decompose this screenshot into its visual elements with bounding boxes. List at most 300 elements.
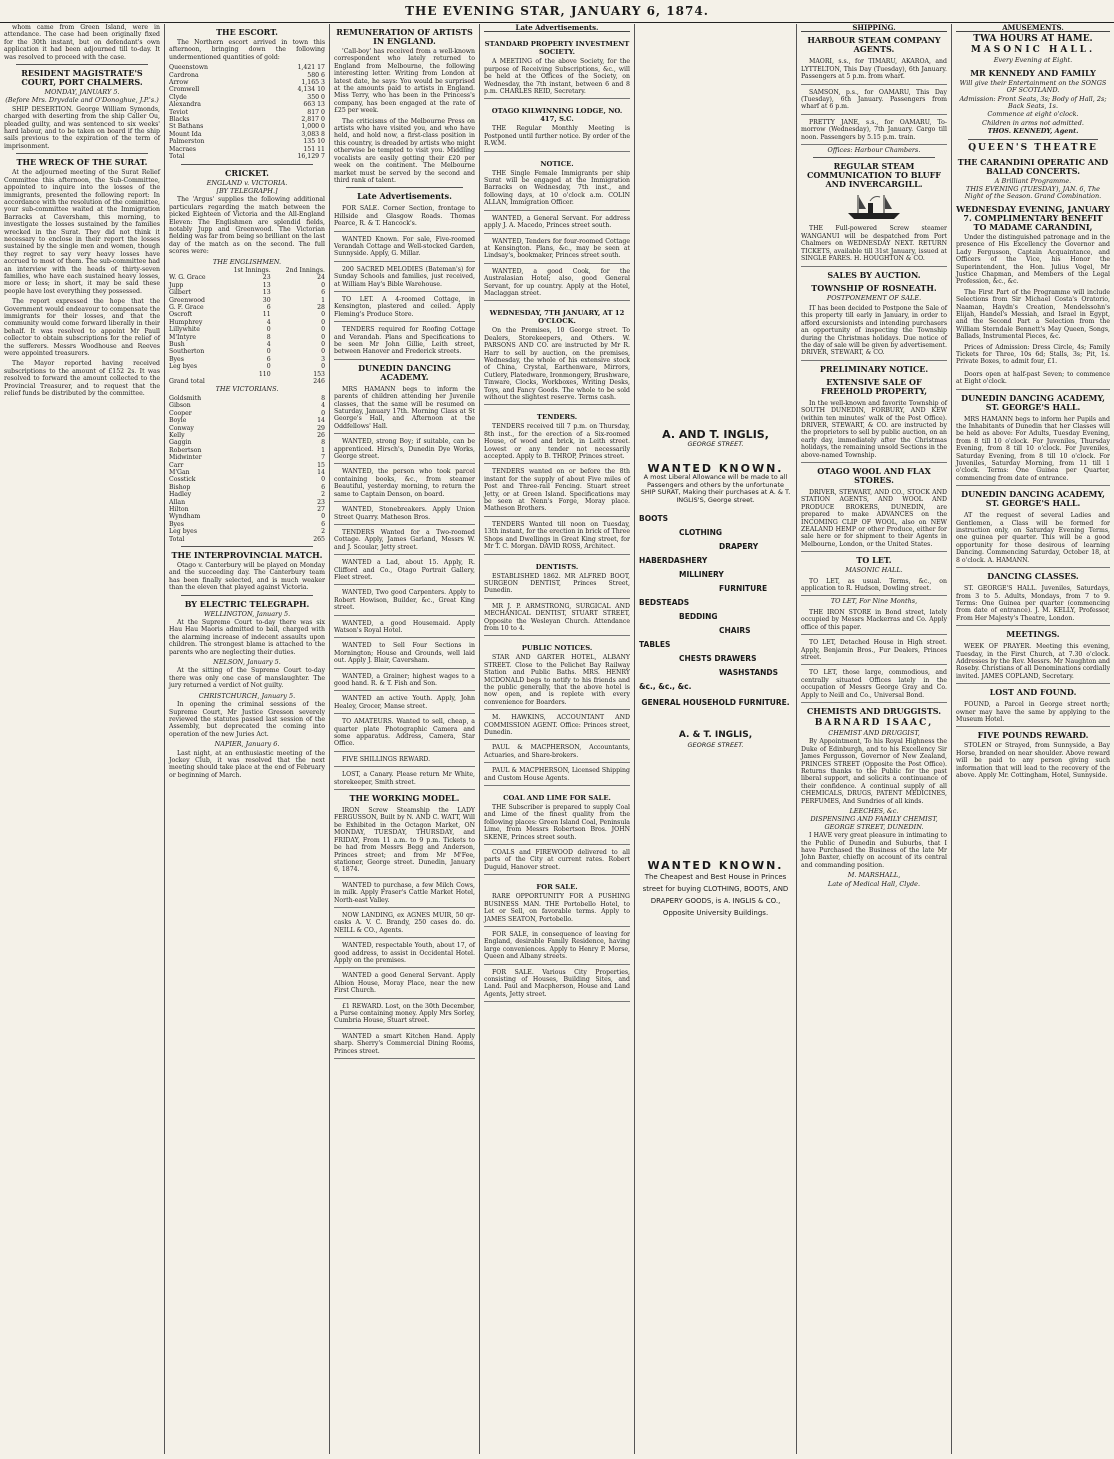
- table-cell: Robertson: [169, 446, 202, 454]
- classified-ad: WANTED Known. For sale, Five-roomed Verandah Cottage and Well-stocked Garden, Sunnyside. Apply, G. Millar.: [334, 234, 475, 262]
- table-cell: Total: [169, 535, 185, 543]
- table-cell: Greenwood: [169, 296, 205, 304]
- table-cell: M'Intyre: [169, 333, 197, 341]
- twa-hours-heading: TWA HOURS AT HAME.: [973, 34, 1093, 45]
- table-cell: 8: [321, 439, 325, 447]
- found-text: FOUND, a Parcel in George street north; owner may have the same by applying to the Museum Hotel.: [956, 699, 1110, 727]
- resident-court-text: SHIP DESERTION. George William Symonds, charged with deserting from the ship Caller Ou, pleaded guilty, and was sentenced to six weeks' hard labour, and to be taken on board if the ship sails previous to the expiration of the term of imprisonment.: [4, 105, 160, 150]
- classified-ad: WANTED a Lad, about 15. Apply, R. Clifford and Co., Otago Portrait Gallery, Fleet street.: [334, 557, 475, 585]
- victorians-row: [169, 417, 325, 424]
- iron-store-text: THE IRON STORE in Bond street, lately occupied by Messrs Mackerras and Co. Apply office of this paper.: [801, 607, 947, 635]
- table-cell: 6: [321, 289, 325, 297]
- classified-ad: WANTED, the person who took parcel containing books, &c., from steamer Beautiful, yesterday morning, to return the same to Captain Denson, on board.: [334, 466, 475, 502]
- ad-list: [334, 880, 475, 1059]
- table-cell: Leg byes: [169, 528, 197, 536]
- table-cell: 580 6: [307, 71, 325, 79]
- escort-table: [169, 64, 325, 160]
- escort-row: [169, 86, 325, 93]
- dancing-academy-heading: DUNEDIN DANCING ACADEMY.: [358, 362, 451, 382]
- classified-ad: [484, 34, 630, 99]
- working-model-heading: THE WORKING MODEL.: [349, 793, 460, 804]
- wool-stores-heading: OTAGO WOOL AND FLAX STORES.: [817, 466, 931, 485]
- commence-text: Commence at eight o'clock.: [987, 110, 1079, 119]
- chemist-name: BARNARD ISAAC,: [814, 717, 934, 728]
- englishmen-row: [169, 363, 325, 370]
- table-cell: 0: [321, 333, 325, 341]
- table-cell: Mount Ida: [169, 130, 202, 138]
- ad-text: STAR AND GARTER HOTEL, ALBANY STREET. Close to the Pelichet Bay Railway Station and Public Baths. MRS. HENRY MCDONALD begs to notify to his friends and the public generally, that the above hotel is now open, and is replete with every convenience for Boarders.: [484, 654, 630, 706]
- table-cell: 2nd Innings.: [285, 266, 325, 274]
- divider: [16, 64, 148, 65]
- rosneath-heading: TOWNSHIP OF ROSNEATH.: [811, 282, 937, 293]
- wanted-known-heading: WANTED KNOWN.: [647, 859, 784, 873]
- ad-heading: DENTISTS.: [535, 562, 579, 571]
- kennedy-heading: MR KENNEDY AND FAMILY: [970, 67, 1096, 78]
- ad-heading: TENDERS.: [536, 413, 578, 422]
- divider: [813, 157, 935, 158]
- interprovincial-heading: THE INTERPROVINCIAL MATCH.: [171, 550, 323, 560]
- classified-ad: [484, 712, 630, 740]
- ad-text: RARE OPPORTUNITY FOR A PUSHING BUSINESS MAN. THE Portobello Hotel, to Let or Sell, on favorable terms. Apply to JAMES SEATON, Portobello.: [484, 893, 630, 923]
- englishmen-row: [169, 348, 325, 355]
- ad-text: On the Premises, 10 George street. To Dealers, Storekeepers, and Others. W. PARSONS AND CO. are instructed by Mr R. Harr to sell by auction, on the premises, Wednesday, the whole of his extensive stock of China, Crystal, Earthenware, Mirrors, Cutlery, Platedware, Ironmongery, Brushware, Tinware, Clocks, Workboxes, Writing Desks, Toys, and Fancy Goods. The whole to be sold without the slightest reserve. Terms cash.: [484, 327, 630, 401]
- classified-ad: [484, 101, 630, 151]
- wool-stores-text: DRIVER, STEWART, AND CO., STOCK AND STATION AGENTS, AND WOOL AND PRODUCE BROKERS, DUNEDIN, are prepared to make ADVANCES on the INCOMING CLIP OF WOOL, also on NEW ZEALAND HEMP or other Produce, either for sale here or for shipment to their Agents in Melbourne, London, or the United States.: [801, 487, 947, 552]
- table-cell: 2,817 0: [301, 116, 325, 124]
- victorians-heading: THE VICTORIANS.: [215, 385, 279, 394]
- dancing-classes-text: ST. GEORGE'S HALL. Juveniles, Saturdays, from 3 to 5. Adults, Mondays, from 7 to 9. Terms: One Guinea per quarter (commencing from date of entrance). J. M. KELLY, Professor, From Her Majesty's Theatre, London.: [956, 583, 1110, 626]
- table-cell: 1: [321, 446, 325, 454]
- table-cell: 350 0: [307, 93, 325, 101]
- remuneration-heading: REMUNERATION OF ARTISTS IN ENGLAND.: [336, 27, 473, 46]
- regular-steam-heading: REGULAR STEAM COMMUNICATION TO BLUFF AND INVERCARGILL.: [807, 161, 941, 190]
- ad-list: [801, 56, 947, 145]
- table-cell: Byes: [169, 520, 184, 528]
- ad-text: THE Single Female Immigrants per ship Surat will be engaged at the Immigration Barracks on Wednesday, 7th inst., and following days, at 10 o'clock a.m. COLIN ALLAN, Immigration Officer.: [484, 169, 630, 207]
- table-cell: 2: [321, 528, 325, 536]
- victorians-row: [169, 513, 325, 520]
- interprovincial-text: Otago v. Canterbury will be played on Monday and the succeeding day. The Canterbury team has been finally selected, and is much weaker than the eleven that played against Victoria.: [169, 562, 325, 592]
- telegraph-heading: BY ELECTRIC TELEGRAPH.: [184, 598, 310, 609]
- classified-ad: [484, 877, 630, 927]
- ad-text: PAUL & MACPHERSON, Accountants, Actuaries, and Share-brokers.: [484, 744, 630, 759]
- table-cell: Goldsmith: [169, 394, 202, 402]
- carandini-heading: THE CARANDINI OPERATIC AND BALLAD CONCERTS.: [957, 156, 1109, 176]
- escort-heading: THE ESCORT.: [216, 27, 278, 37]
- table-cell: 1,000 0: [301, 123, 325, 131]
- table-cell: Gilbert: [169, 289, 191, 297]
- ad-heading: WEDNESDAY, 7TH JANUARY, AT 12 O'CLOCK.: [489, 309, 625, 326]
- table-cell: Bush: [169, 341, 185, 349]
- wanted-ad-list: [334, 436, 475, 790]
- table-cell: M'Gan: [169, 468, 190, 476]
- table-cell: Wyndham: [169, 513, 201, 521]
- table-cell: 1: [321, 296, 325, 304]
- escort-row: [169, 109, 325, 116]
- classified-ad: TENDERS Wanted for a Two-roomed Cottage. Apply, James Garland, Messrs W. and J. Scoular, Jetty street.: [334, 527, 475, 555]
- classified-ad: [484, 519, 630, 555]
- telegraph-text: At the sitting of the Supreme Court to-day there was only one case of manslaughter. The jury returned a verdict of Not guilty.: [169, 667, 325, 690]
- resident-court-bench: (Before Mrs. Dryvdale and O'Donoghue, J.P.'s.): [5, 96, 159, 105]
- classified-ad: [484, 213, 630, 234]
- ad-text: ESTABLISHED 1862. MR ALFRED BOOT, SURGEON DENTIST, Princes Street, Dunedin.: [484, 572, 630, 595]
- englishmen-total-row: [169, 371, 325, 378]
- inglis-name: A. & T. INGLIS,: [678, 730, 753, 741]
- englishmen-scores-table: [169, 267, 325, 386]
- extensive-sale-text: In the well-known and favorite Township of SOUTH DUNEDIN, FORBURY, AND KEW (within ten minutes' walk of the Post Office). DRIVER, STEWART, & CO. are instructed by the proprietors to sell by public auction, on an early day, immediately after the Christmas holidays, the remaining unsold Sections in the above-named Township.: [801, 398, 947, 463]
- escort-row: [169, 116, 325, 123]
- table-cell: Total: [169, 153, 185, 161]
- table-cell: 0: [266, 348, 271, 356]
- classified-ad: [484, 847, 630, 875]
- admission-text: Admission: Front Seats, 3s; Body of Hall, 2s; Back Seats, 1s.: [959, 94, 1107, 111]
- benefit-text: Under the distinguished patronage and in the presence of His Excellency the Governor and Lady Fergusson, Captain Acquaintance, and Officers of the Vice, his Honor the Superintendent, the Hon. Julius Vogel, Mr Justice Chapman, and Members of the Legal Profession, &c., &c.: [956, 233, 1110, 286]
- to-let-heading: TO LET.: [856, 555, 892, 566]
- classified-ad: NOW LANDING, ex AGNES MUIR, 50 qr-casks A. V. C. Brandy, 250 cases do. do. NEILL & CO., Agents.: [334, 910, 475, 938]
- ad-list: [484, 34, 630, 1002]
- table-cell: 7: [321, 454, 325, 462]
- ad-text: M. HAWKINS, ACCOUNTANT AND COMMISSION AGENT. Office: Princes street, Dunedin.: [484, 714, 630, 736]
- classified-ad: WANTED, a good Housemaid. Apply Watson's Royal Hotel.: [334, 618, 475, 639]
- telegraph-dateline: NELSON, January 5.: [213, 658, 281, 667]
- table-cell: 13: [262, 289, 271, 297]
- sales-heading: SALES BY AUCTION.: [827, 269, 921, 280]
- victorians-row: [169, 395, 325, 402]
- dancing-academy-text: MRS HAMANN begs to inform her Pupils and the Inhabitants of Dunedin that her Classes will be held as above: For Adults, Tuesday Evening, from 8 till 10 o'clock. For Juveniles, Thursday Evening, from 8 till 10 o'clock. For Juveniles, Saturday Evening, from 8 till 10 o'clock. For Juveniles, Saturday Morning, from 11 till 1 o'clock. Terms: One Guinea per Quarter, commencing from date of entrance.: [956, 414, 1110, 487]
- reward-heading: FIVE POUNDS REWARD.: [977, 730, 1089, 741]
- table-cell: 4: [266, 341, 271, 349]
- victorians-row: [169, 454, 325, 461]
- table-cell: 26: [317, 431, 325, 439]
- table-cell: [220, 378, 271, 385]
- column-heading: Late Advertisements.: [484, 24, 630, 32]
- column-7: [952, 24, 1114, 1454]
- dancing-academy-heading: DUNEDIN DANCING ACADEMY, ST. GEORGE'S HALL.: [961, 392, 1105, 412]
- ad-text: WANTED, a General Servant. For address apply J. A. Macedo, Princes street south.: [484, 214, 630, 230]
- prices-text: Prices of Admission: Dress Circle, 4s; Family Tickets for Three, 10s 6d; Stalls, 3s; Pit, 1s. Private Boxes, to admit four, £1.: [956, 343, 1110, 366]
- divider: [181, 595, 313, 596]
- table-cell: Boyle: [169, 417, 187, 425]
- dancing-academy-heading: DUNEDIN DANCING ACADEMY, ST. GEORGE'S HALL.: [961, 489, 1105, 509]
- escort-row: [169, 94, 325, 101]
- classified-ad: [484, 154, 630, 211]
- inglis-address: GEORGE STREET.: [687, 440, 744, 448]
- classified-ad: WANTED a good General Servant. Apply Albion House, Moray Place, near the new First Church.: [334, 970, 475, 998]
- englishmen-header-row: [169, 267, 325, 274]
- victorians-row: [169, 425, 325, 432]
- table-cell: 151 11: [303, 145, 325, 153]
- table-cell: 1,421 17: [297, 64, 325, 72]
- table-cell: W. G. Grace: [169, 274, 206, 282]
- table-cell: Clyde: [169, 93, 187, 101]
- escort-row: [169, 123, 325, 130]
- table-cell: Grand total: [169, 378, 205, 386]
- table-cell: 8: [321, 394, 325, 402]
- ad-text: PAUL & MACPHERSON, Licensed Shipping and Custom House Agents.: [484, 767, 630, 782]
- rosneath-text: IT has been decided to Postpone the Sale of this property till early in January, in order to afford excursionists and intending purchasers an opportunity of inspecting the Township during the Christmas holidays. Due notice of the day of sale will be given by advertisement. DRIVER, STEWART, & CO.: [801, 303, 947, 361]
- escort-row: [169, 146, 325, 153]
- wreck-surat-text-2: The report expressed the hope that the Government would endeavour to compensate the immigrants for their losses, and that the community would come forward liberally in their behalf. It was resolved to appoint Mr Paull collector to obtain subscriptions for the relief of the sufferers. Messrs Woodhouse and Reeves were appointed treasurers.: [4, 298, 160, 358]
- divider: [16, 153, 148, 154]
- rosneath-subheading: POSTPONEMENT OF SALE.: [826, 293, 922, 302]
- ad-text: TENDERS received till 7 p.m. on Thursday, 8th inst., for the erection of a Six-roomed House, of wood and brick, in Leith street. Lowest or any tender not necessarily accepted. Apply to B. THROP, Princes street.: [484, 423, 630, 461]
- classified-ad: TO AMATEURS. Wanted to sell, cheap, a quarter plate Photographic Camera and some apparatus. Address, Camera, Star Office.: [334, 716, 475, 752]
- englishmen-row: [169, 297, 325, 304]
- englishmen-row: [169, 282, 325, 289]
- marshall-text: I HAVE very great pleasure in intimating to the Public of Dunedin and Suburbs, that I have Purchased the Business of the late Mr John Baxter, chiefly on account of its central and commanding position.: [801, 832, 947, 869]
- table-cell: Jupp: [169, 281, 184, 289]
- ad-heading: NOTICE.: [540, 159, 574, 168]
- table-cell: 110: [258, 370, 271, 378]
- ad-text: FOR SALE, in consequence of leaving for England, desirable Family Residence, having large conveniences. Apply to Henry P. Morse, Queen and Albany streets.: [484, 930, 630, 961]
- table-cell: Bishop: [169, 483, 191, 491]
- table-cell: Teviot: [169, 108, 188, 116]
- chemist-text: By Appointment, To his Royal Highness the Duke of Edinburgh, and to his Excellency Sir James Fergusson, Governor of New Zealand, PRINCES STREET (Opposite the Post Office). Returns thanks to the Public for the past liberal support, and solicits a continuance of their confidence. A continual supply of all CHEMICALS, DRUGS, PATENT MEDICINES, PERFUMES, And Sundries of all kinds.: [801, 738, 947, 805]
- englishmen-row: [169, 311, 325, 318]
- dancing-classes-heading: DANCING CLASSES.: [987, 571, 1079, 582]
- classified-ad: LOST, a Canary. Please return Mr White, storekeeper, Smith street.: [334, 769, 475, 790]
- column-1: [0, 24, 165, 1454]
- victorians-row: [169, 469, 325, 476]
- table-cell: 8: [266, 333, 271, 341]
- classified-ad: WANTED an active Youth. Apply, John Healey, Grocer, Manse street.: [334, 693, 475, 714]
- goods-item: BEDDING: [679, 612, 718, 622]
- goods-item: BOOTS: [639, 514, 668, 524]
- ad-text: THE Regular Monthly Meeting is Postponed until further notice. By order of the R.W.M.: [484, 125, 630, 148]
- table-cell: Midwinter: [169, 454, 202, 462]
- telegraph-dateline: NAPIER, January 6.: [214, 740, 280, 749]
- table-cell: Leg byes: [169, 363, 197, 371]
- preliminary-heading: PRELIMINARY NOTICE.: [819, 363, 929, 374]
- wanted-known-heading: WANTED KNOWN.: [647, 462, 784, 476]
- late-ads-heading: Late Advertisements.: [357, 191, 452, 202]
- shipping-ad: SAMSON, p.s., for OAMARU, This Day (Tuesday), 6th January. Passengers from wharf at 6 p.m.: [801, 87, 947, 115]
- goods-item: TABLES: [639, 640, 671, 650]
- children-text: Children in arms not admitted.: [982, 118, 1084, 127]
- table-cell: Carr: [169, 461, 184, 469]
- court-intro: whom came from Green Island, were in attendance. The case had been originally fixed for the 30th instant, but on defendant's own application it had been adjourned till to-day. It was resolved to proceed with the case.: [4, 24, 160, 61]
- every-evening: Every Evening at Eight.: [993, 56, 1073, 65]
- escort-row: [169, 101, 325, 108]
- wanganui-text: THE Full-powered Screw steamer WANGANUI will be despatched from Port Chalmers on WEDNESDAY NEXT. RETURN TICKETS, available till 31st January, issued at SINGLE FARES. H. HOUGHTON & CO.: [801, 223, 947, 266]
- table-cell: Southerton: [169, 348, 205, 356]
- table-cell: 6: [266, 304, 271, 311]
- masonic-hall-heading: MASONIC HALL.: [845, 566, 903, 575]
- table-cell: Kelly: [169, 431, 185, 439]
- table-cell: 23: [317, 498, 325, 506]
- victorians-row: [169, 484, 325, 491]
- blank-space: [639, 24, 792, 429]
- table-cell: 6: [321, 483, 325, 491]
- table-cell: Macraes: [169, 145, 196, 153]
- ad-list: [334, 203, 475, 360]
- telegraph-dateline: WELLINGTON, January 5.: [203, 609, 291, 618]
- telegraph-text: In opening the criminal sessions of the Supreme Court, Mr Justice Gresson severely reviewed the statutes passed last session of the Assembly, but deprecated the coming into operation of the new Juries Act.: [169, 701, 325, 738]
- table-cell: 0: [321, 348, 325, 356]
- table-cell: 23: [262, 274, 271, 282]
- ad-text: WANTED, Tenders for four-roomed Cottage at Kensington. Plans, &c., may be seen at Lindsay's, bookmaker, Princes street south.: [484, 237, 630, 260]
- telegraph-dateline: CHRISTCHURCH, January 5.: [198, 691, 296, 700]
- masonic-hall-heading: MASONIC HALL.: [970, 45, 1096, 56]
- wreck-surat-text: At the adjourned meeting of the Surat Relief Committee this afternoon, the Sub-Committee, appointed to inquire into the losses of the immigrants, presented the following report: In accordance with the resolution of the committee, your sub-committee waited at the Immigration Barracks at Caversham, this morning, to investigate the losses sustained by the families wrecked in the Surat. They did not think it necessary to enclose in their report the losses sustained by the single men and women, though they regret to say very heavy losses have accrued to most of them. The sub-committee had an interview with the heads of thirty-seven families, who have each sustained heavy losses, more or less; in short, it may be said these people have lost everything they possessed.: [4, 169, 160, 295]
- classified-ad: [484, 266, 630, 302]
- kennedy-text: Will give their Entertainment on the SONGS OF SCOTLAND.: [959, 78, 1107, 95]
- column-4: [480, 24, 635, 1454]
- cricket-subheading: ENGLAND v. VICTORIA.: [206, 178, 288, 187]
- harbour-steam-heading: HARBOUR STEAM COMPANY AGENTS.: [807, 35, 941, 55]
- table-cell: Cromwell: [169, 86, 200, 94]
- victorians-row: [169, 521, 325, 528]
- ad-text: TENDERS Wanted till noon on Tuesday, 13th instant, for the erection in brick of Three Shops and Dwellings in Great King street, for Mr T. C. Morgan. DAVID ROSS, Architect.: [484, 520, 630, 551]
- englishmen-grand-total-row: [169, 378, 325, 385]
- cricket-text: The 'Argus' supplies the following additional particulars regarding the match between the picked Eighteen of Victoria and the All-England Eleven: The Englishmen are splendid fields, notably Jupp and Greenwood. The Victorian fielding was far from being so brilliant on the last day of the match as on the second. The full scores were:: [169, 196, 325, 256]
- table-cell: 663 13: [303, 101, 325, 109]
- escort-row: [169, 138, 325, 145]
- divider: [968, 139, 1098, 140]
- table-cell: Humphrey: [169, 318, 203, 326]
- table-cell: 0: [266, 326, 271, 334]
- table-cell: Hadley: [169, 491, 192, 499]
- agent-text: THOS. KENNEDY, Agent.: [987, 127, 1079, 136]
- ad-text: MR J. P. ARMSTRONG, SURGICAL AND MECHANICAL DENTIST, STUART STREET, Opposite the Wesleyan Church. Attendance from 10 to 4.: [484, 602, 630, 632]
- ad-text: COALS and FIREWOOD delivered to all parts of the City at current rates. Robert Duguid, Hanover street.: [484, 849, 630, 871]
- remuneration-text-2: The criticisms of the Melbourne Press on artists who have visited you, and who have held, and hold now, a first-class position in this country, is dreaded by artists who might otherwise be tempted to visit you. Middling vocalists are easily getting their £20 per week on the continent. The Melbourne market must be served by the second and third rank of talent.: [334, 117, 475, 184]
- marshall-name: M. MARSHALL,: [847, 871, 901, 880]
- table-cell: 14: [317, 468, 325, 476]
- marshall-subtitle: Late of Medical Hall, Clyde.: [827, 879, 921, 888]
- classified-ad: WANTED to purchase, a few Milch Cows, in milk. Apply Fraser's Cattle Market Hotel, North-east Valley.: [334, 880, 475, 908]
- goods-item: MILLINERY: [679, 570, 724, 580]
- classified-ad: WANTED, strong Boy; if suitable, can be apprenticed. Hirsch's, Dunedin Dye Works, George street.: [334, 436, 475, 464]
- table-cell: 4: [321, 402, 325, 410]
- table-cell: 14: [317, 417, 325, 425]
- divider: [346, 187, 463, 188]
- table-cell: 0: [321, 409, 325, 417]
- inglis-address: GEORGE STREET.: [687, 741, 744, 750]
- englishmen-row: [169, 274, 325, 281]
- classified-ad: WANTED, Stonebreakers. Apply Union Street Quarry. Matheson Bros.: [334, 504, 475, 525]
- englishmen-row: [169, 356, 325, 363]
- table-cell: Arrow: [169, 79, 189, 87]
- victorians-row: [169, 462, 325, 469]
- to-let-text: TO LET, those large, commodious, and centrally situated Offices lately in the occupation of Messrs George Gray and Co. Apply to Neill and Co., Universal Bond.: [801, 667, 947, 703]
- table-cell: Cooper: [169, 409, 192, 417]
- table-cell: 2: [321, 491, 325, 499]
- masthead: THE EVENING STAR, JANUARY 6, 1874.: [0, 0, 1114, 23]
- goods-item: HABERDASHERY: [639, 556, 708, 566]
- table-cell: 4: [266, 318, 271, 326]
- wreck-surat-text-3: The Mayor reported having received subscriptions to the amount of £152 2s. It was resolved to forward the amount collected to the Provincial Treasurer, and to request that the relief funds be distributed by the committee.: [4, 360, 160, 398]
- table-cell: 135 10: [303, 138, 325, 146]
- ad-heading: PUBLIC NOTICES.: [521, 644, 593, 653]
- victorians-row: [169, 439, 325, 446]
- classified-ad: [484, 557, 630, 599]
- tonight-line: THIS EVENING (TUESDAY), JAN. 6, The Night of the Season. Grand Combination.: [964, 185, 1102, 201]
- telegraph-text: At the Supreme Court to-day there was six Hau Hau Maoris admitted to bail, charged with the alarming increase of indecent assaults upon children. The strongest blame is attached to the parents who are neglecting their duties.: [169, 619, 325, 656]
- household-furniture: GENERAL HOUSEHOLD FURNITURE.: [641, 698, 790, 708]
- victorians-row: [169, 476, 325, 483]
- classified-ad: WANTED a smart Kitchen Hand. Apply sharp. Sherry's Commercial Dining Rooms, Princes street.: [334, 1031, 475, 1059]
- remuneration-text: 'Call-boy' has received from a well-known correspondent who lately returned to England from Melbourne, the following interesting letter. Writing from London at latest date, he says: You would be surprised at the amounts paid to artists in England. Miss Terry, who has been in the Princess's company, has been engaged at the rate of £25 per week.: [334, 48, 475, 115]
- table-cell: 153: [313, 370, 325, 378]
- goods-item: WASHSTANDS: [719, 668, 779, 678]
- to-let-subheading: TO LET, For Nine Months,: [830, 597, 918, 606]
- table-cell: 1st Innings.: [233, 266, 271, 274]
- dancing-academy-text: AT the request of several Ladies and Gentlemen, a Class will be formed for instruction only, on Saturday Evening Terms, one guinea per quarter. This will be a good opportunity for those desirous of learning Dancing. Commencing Saturday, October 18, at 8 o'clock. A. HAMANN.: [956, 510, 1110, 568]
- victorians-row: [169, 410, 325, 417]
- englishmen-row: [169, 304, 325, 311]
- table-cell: 15: [317, 461, 325, 469]
- week-of-prayer-text: WEEK OF PRAYER. Meeting this evening, Tuesday, in the First Church, at 7.30 o'clock. Addresses by the Rev. Messrs. Mr Naughton and Roseby. Christians of all Denominations cordially invited. JAMES COPLAND, Secretary.: [956, 641, 1110, 684]
- doors-text: Doors open at half-past Seven; to commence at Eight o'clock.: [956, 369, 1110, 390]
- ad-text: A MEETING of the above Society, for the purpose of Receiving Subscriptions, &c., will be held at the Offices of the Society, on Wednesday, the 7th instant, between 6 and 8 p.m. CHARLES REID, Secretary.: [484, 58, 630, 96]
- goods-item: CHAIRS: [719, 626, 751, 636]
- victorians-row: [169, 402, 325, 409]
- divider: [181, 546, 313, 547]
- ad-heading: FOR SALE.: [536, 883, 578, 892]
- table-cell: 16,129 7: [297, 153, 325, 161]
- escort-row: [169, 131, 325, 138]
- steamship-icon: [844, 191, 904, 221]
- queens-theatre-heading: QUEEN'S THEATRE: [968, 142, 1098, 153]
- table-cell: 27: [317, 505, 325, 513]
- ad-heading: STANDARD PROPERTY INVESTMENT SOCIETY.: [484, 40, 630, 57]
- dancing-academy-text: MRS HAMANN begs to inform the parents of children attending her Juvenile classes, that the same will be resumed on Saturday, January 17th. Morning Class at St George's Hall, and Afternoon at the Oddfellows' Hall.: [334, 384, 475, 434]
- victorians-total-row: [169, 536, 325, 543]
- classified-ad: TO LET. A 4-roomed Cottage, in Kensington, plastered and ceiled. Apply Fleming's Produce Store.: [334, 294, 475, 322]
- classified-ad: WANTED, Two good Carpenters. Apply to Robert Howison, Builder, &c., Great King street.: [334, 587, 475, 615]
- benefit-heading: WEDNESDAY EVENING, JANUARY 7. COMPLIMENTARY BENEFIT TO MADAME CARANDINI,: [956, 203, 1110, 232]
- classified-ad: [484, 303, 630, 405]
- table-cell: 11: [262, 311, 271, 319]
- englishmen-row: [169, 289, 325, 296]
- classified-ad: [484, 466, 630, 516]
- divider: [181, 164, 313, 165]
- victorians-row: [169, 432, 325, 439]
- column-6: [797, 24, 952, 1454]
- classified-ad: [484, 967, 630, 1003]
- lost-found-heading: LOST AND FOUND.: [989, 687, 1077, 698]
- table-cell: 13: [262, 281, 271, 289]
- classified-ad: [484, 407, 630, 464]
- table-cell: 0: [321, 326, 325, 334]
- table-cell: Lillywhite: [169, 326, 200, 334]
- table-cell: Queenstown: [169, 64, 209, 72]
- cricket-source: [BY TELEGRAPH.]: [216, 186, 278, 195]
- classified-ad: [484, 765, 630, 786]
- classified-ad: 200 SACRED MELODIES (Bateman's) for Sunday Schools and families, just received, at William Hay's Bible Warehouse.: [334, 264, 475, 292]
- victorians-row: [169, 506, 325, 513]
- table-cell: 0: [321, 311, 325, 319]
- shipping-ad: MAORI, s.s., for TIMARU, AKAROA, and LYTTELTON, This Day (Tuesday), 6th January. Passengers at 5 p.m. from wharf.: [801, 56, 947, 84]
- wanted-known-text: The Cheapest and Best House in Princes street for buying CLOTHING, BOOTS, AND DRAPERY GOODS, is A. INGLIS & CO., Opposite University Buildings.: [642, 873, 789, 918]
- classified-ad: WANTED, a Grainer; highest wages to a good hand. R. & T. Fish and Son.: [334, 671, 475, 692]
- table-cell: 0: [321, 476, 325, 484]
- column-3: [330, 24, 480, 1454]
- victorians-row: [169, 491, 325, 498]
- chemists-heading: CHEMISTS AND DRUGGISTS.: [806, 705, 942, 716]
- table-cell: 246: [313, 378, 325, 386]
- classified-ad: FIVE SHILLINGS REWARD.: [334, 754, 475, 767]
- extensive-sale-heading: EXTENSIVE SALE OF FREEHOLD PROPERTY,: [820, 376, 928, 396]
- table-cell: Conway: [169, 424, 194, 432]
- victorians-row: [169, 447, 325, 454]
- table-cell: Cardrona: [169, 71, 199, 79]
- shipping-ad: PRETTY JANE, s.s., for OAMARU, To-morrow (Wednesday), 7th January. Cargo till noon. Passengers by 5.15 p.m. train.: [801, 117, 947, 145]
- table-cell: 4,134 10: [297, 86, 325, 94]
- classified-ad: [484, 638, 630, 710]
- resident-court-date: MONDAY, JANUARY 5.: [44, 88, 120, 97]
